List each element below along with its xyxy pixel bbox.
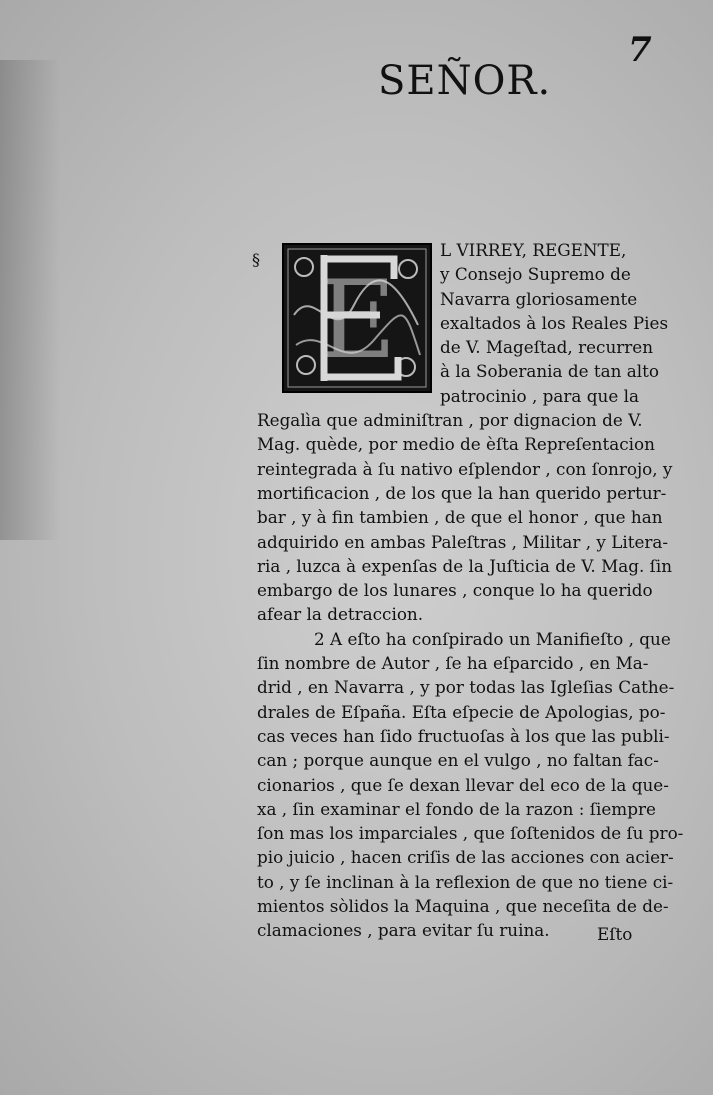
text-line: clamaciones , para evitar ſu ruina. [257,920,550,941]
body-text [257,238,684,943]
marginal-mark: § [252,250,260,269]
text-line: ſon mas los imparciales , que ſoſtenidos de ſu pro- [257,823,684,844]
paragraph-1 [257,238,673,627]
text-line: de V. Mageſtad, recurren [440,337,654,358]
paragraph-2 [257,627,684,943]
text-line: drales de Eſpaña. Eſta eſpecie de Apologias, po- [257,701,666,722]
text-line: can ; porque aunque en el vulgo , no faltan fac- [257,750,659,771]
text-line: exaltados à los Reales Pies [440,312,669,333]
text-line: Regalìa que adminiſtran , por dignacion de V. [257,410,643,431]
text-line: Mag. quède, por medio de èſta Repreſentacion [257,434,655,455]
text-line: patrocinio , para que la [440,385,639,406]
catchword: Eſto [597,924,633,944]
text-line: mortificacion , de los que la han querido pertur- [257,482,667,503]
text-line: to , y ſe inclinan à la reflexion de que no tiene ci- [257,871,674,892]
text-line: drid , en Navarra , y por todas las Igleſias Cathe- [257,677,675,698]
show-through-shadow [0,60,60,540]
text-line: ſin nombre de Autor , ſe ha eſparcido , en Ma- [257,653,649,674]
text-line: reintegrada à ſu nativo eſplendor , con ſonrojo, y [257,458,673,479]
text-line: adquirido en ambas Paleſtras , Militar , y Litera- [257,531,669,552]
text-line: mientos sòlidos la Maquina , que neceſita de de- [257,896,669,917]
page-heading: SEÑOR. [378,58,552,104]
text-line: y Consejo Supremo de [440,264,631,285]
text-line: embargo de los lunares , conque lo ha querido [257,580,653,601]
text-line: ria , luzca à expenſas de la Juſticia de V. Mag. ſin [257,555,673,576]
text-line: xa , ſin examinar el fondo de la razon : ſiempre [257,798,656,819]
text-line: cionarios , que ſe dexan llevar del eco de la que- [257,774,669,795]
svg-text:E: E [317,258,397,383]
text-line: L VIRREY, REGENTE, [440,240,627,260]
text-line: bar , y à fin tambien , de que el honor , que han [257,507,663,528]
text-line: 2 A eſto ha conſpirado un Manifieſto , que [314,628,671,649]
text-line: Navarra gloriosamente [440,288,638,309]
text-line: afear la detraccion. [257,604,424,625]
text-line: à la Soberania de tan alto [440,361,659,382]
text-line: pio juicio , hacen criſis de las acciones con acier- [257,847,674,868]
text-line: cas veces han ſido fructuoſas à los que las publi- [257,725,670,746]
page-number: 7 [628,30,652,70]
